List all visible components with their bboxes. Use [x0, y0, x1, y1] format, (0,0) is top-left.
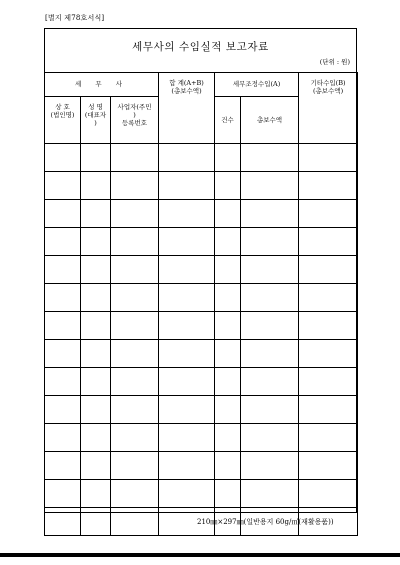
- header-adjust-income: 세무조정수입(A): [215, 73, 299, 97]
- table-cell[interactable]: [159, 452, 215, 480]
- table-cell[interactable]: [159, 172, 215, 200]
- table-row: [45, 172, 358, 200]
- table-cell[interactable]: [299, 312, 358, 340]
- table-cell[interactable]: [111, 368, 159, 396]
- header-reg-no: [111, 97, 159, 144]
- table-cell[interactable]: [111, 200, 159, 228]
- header-name: [81, 97, 111, 144]
- paper-spec: 210㎜×297㎜(일반용지 60g/㎡(재활용품)): [197, 518, 334, 526]
- table-cell[interactable]: [45, 424, 81, 452]
- table-cell[interactable]: [81, 200, 111, 228]
- table-cell[interactable]: [159, 396, 215, 424]
- table-cell[interactable]: [81, 480, 111, 508]
- table-cell[interactable]: [241, 340, 299, 368]
- bottom-rule: [0, 553, 400, 557]
- table-cell[interactable]: [111, 396, 159, 424]
- table-cell[interactable]: [299, 368, 358, 396]
- table-row: [45, 396, 358, 424]
- header-name-text: 성 명 (대표자 ): [84, 103, 107, 128]
- table-cell[interactable]: [45, 340, 81, 368]
- table-cell[interactable]: [45, 284, 81, 312]
- header-total: [159, 73, 215, 144]
- table-cell[interactable]: [45, 144, 81, 172]
- table-cell[interactable]: [111, 228, 159, 256]
- table-cell[interactable]: [215, 172, 241, 200]
- table-cell[interactable]: [45, 368, 81, 396]
- table-cell[interactable]: [215, 424, 241, 452]
- table-cell[interactable]: [215, 284, 241, 312]
- table-cell[interactable]: [111, 284, 159, 312]
- table-row: [45, 424, 358, 452]
- table-cell[interactable]: [159, 256, 215, 284]
- table-cell[interactable]: [81, 228, 111, 256]
- table-cell[interactable]: [241, 284, 299, 312]
- table-cell[interactable]: [45, 452, 81, 480]
- table-row: [45, 144, 358, 172]
- table-cell[interactable]: [159, 368, 215, 396]
- table-cell[interactable]: [45, 200, 81, 228]
- table-cell[interactable]: [299, 480, 358, 508]
- table-row: [45, 228, 358, 256]
- table-cell[interactable]: [241, 396, 299, 424]
- table-row: [45, 284, 358, 312]
- table-cell[interactable]: [111, 172, 159, 200]
- table-cell[interactable]: [299, 172, 358, 200]
- table-cell[interactable]: [241, 256, 299, 284]
- table-cell[interactable]: [215, 480, 241, 508]
- table-cell[interactable]: [159, 340, 215, 368]
- report-table: [44, 72, 358, 536]
- header-adjust-fee: 총보수액: [241, 97, 299, 144]
- table-cell[interactable]: [241, 228, 299, 256]
- table-cell[interactable]: [159, 480, 215, 508]
- table-cell[interactable]: [111, 312, 159, 340]
- table-cell[interactable]: [81, 340, 111, 368]
- table-cell[interactable]: [45, 480, 81, 508]
- header-trade-name-text: 상 호 (법인명): [50, 103, 75, 120]
- table-cell[interactable]: [81, 452, 111, 480]
- table-cell[interactable]: [215, 144, 241, 172]
- table-cell[interactable]: [241, 172, 299, 200]
- table-cell[interactable]: [45, 228, 81, 256]
- table-cell[interactable]: [215, 228, 241, 256]
- table-cell[interactable]: [159, 228, 215, 256]
- table-row: [45, 312, 358, 340]
- table-cell[interactable]: [111, 424, 159, 452]
- table-row: [45, 256, 358, 284]
- table-cell[interactable]: [111, 452, 159, 480]
- table-cell[interactable]: [81, 256, 111, 284]
- table-cell[interactable]: [159, 424, 215, 452]
- table-cell[interactable]: [215, 200, 241, 228]
- table-cell[interactable]: [159, 144, 215, 172]
- table-cell[interactable]: [241, 424, 299, 452]
- form-number: [별지 제78호서식]: [45, 14, 105, 22]
- table-cell[interactable]: [299, 452, 358, 480]
- header-reg-no-text: 사업자(주민 ) 등록번호: [117, 103, 152, 128]
- table-cell[interactable]: [159, 200, 215, 228]
- table-cell[interactable]: [241, 200, 299, 228]
- table-cell[interactable]: [299, 256, 358, 284]
- header-count: 건수: [215, 97, 241, 144]
- table-cell[interactable]: [215, 340, 241, 368]
- table-cell[interactable]: [81, 144, 111, 172]
- table-cell[interactable]: [45, 172, 81, 200]
- table-row: [45, 340, 358, 368]
- table-cell[interactable]: [215, 312, 241, 340]
- table-cell[interactable]: [159, 312, 215, 340]
- table-cell[interactable]: [241, 452, 299, 480]
- table-cell[interactable]: [299, 340, 358, 368]
- table-cell[interactable]: [45, 508, 81, 536]
- table-cell[interactable]: [241, 312, 299, 340]
- table-cell[interactable]: [111, 480, 159, 508]
- header-total-text: 합 계(A+B) (총보수액): [169, 79, 204, 96]
- header-other-income: [299, 73, 358, 144]
- table-cell[interactable]: [299, 228, 358, 256]
- table-cell[interactable]: [299, 284, 358, 312]
- table-cell[interactable]: [45, 396, 81, 424]
- table-row: [45, 452, 358, 480]
- table-cell[interactable]: [241, 368, 299, 396]
- table-cell[interactable]: [111, 144, 159, 172]
- table-cell[interactable]: [299, 424, 358, 452]
- header-other-income-text: 기타수입(B) (총보수액): [310, 79, 346, 96]
- form-title: 세무사의 수임실적 보고자료: [132, 41, 269, 53]
- table-cell[interactable]: [81, 508, 111, 536]
- table-cell[interactable]: [45, 256, 81, 284]
- table-cell[interactable]: [159, 284, 215, 312]
- table-cell[interactable]: [215, 452, 241, 480]
- table-cell[interactable]: [81, 368, 111, 396]
- table-cell[interactable]: [299, 200, 358, 228]
- table-cell[interactable]: [215, 368, 241, 396]
- report-form: [44, 28, 357, 513]
- header-trade-name: [45, 97, 81, 144]
- table-cell[interactable]: [241, 144, 299, 172]
- table-cell[interactable]: [45, 312, 81, 340]
- unit-label: (단위 : 원): [319, 58, 350, 66]
- table-cell[interactable]: [111, 256, 159, 284]
- table-cell[interactable]: [81, 312, 111, 340]
- table-cell[interactable]: [215, 396, 241, 424]
- header-tax-accountant: 세 무 사: [45, 73, 159, 97]
- table-cell[interactable]: [299, 144, 358, 172]
- table-cell[interactable]: [215, 256, 241, 284]
- table-cell[interactable]: [111, 508, 159, 536]
- table-cell[interactable]: [111, 340, 159, 368]
- table-cell[interactable]: [81, 172, 111, 200]
- table-cell[interactable]: [241, 480, 299, 508]
- table-row: [45, 368, 358, 396]
- table-cell[interactable]: [299, 396, 358, 424]
- table-row: [45, 200, 358, 228]
- table-cell[interactable]: [81, 284, 111, 312]
- table-cell[interactable]: [81, 396, 111, 424]
- table-row: [45, 480, 358, 508]
- table-cell[interactable]: [81, 424, 111, 452]
